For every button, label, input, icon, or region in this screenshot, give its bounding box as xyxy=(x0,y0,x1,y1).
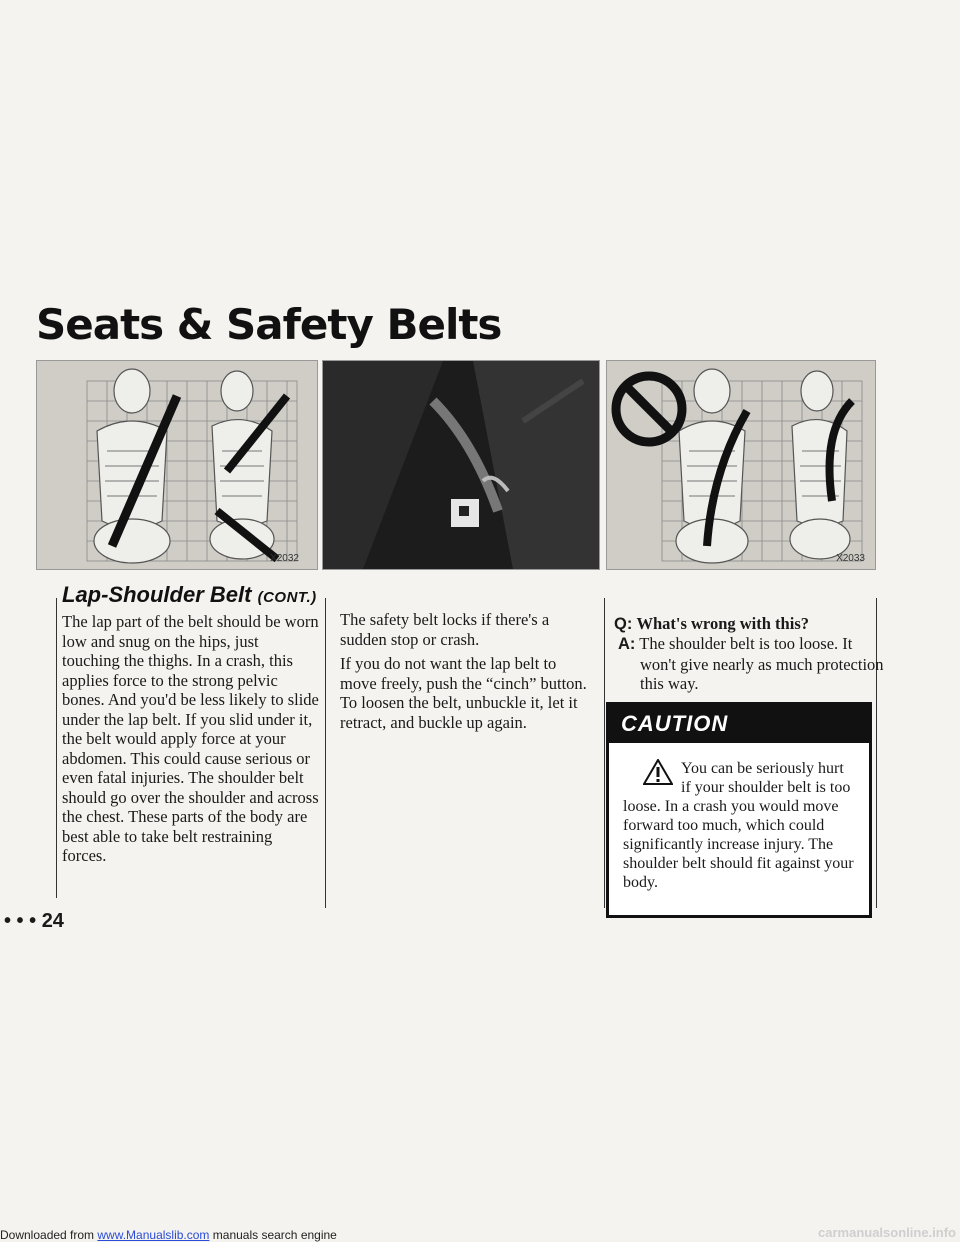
section-heading xyxy=(62,582,317,608)
column2-paragraph2: If you do not want the lap belt to move freely, push the “cinch” button. To loosen the belt, unbuckle it, let it retract, and buckle up again. xyxy=(340,654,587,732)
caution-box xyxy=(606,702,872,918)
footer-prefix: Downloaded from xyxy=(0,1228,98,1242)
page-number-dots: • • • xyxy=(4,910,37,932)
question-text: What's wrong with this? xyxy=(636,614,809,633)
footer-suffix: manuals search engine xyxy=(209,1228,337,1242)
caution-text: You can be seriously hurt if your shoulder belt is too loose. In a crash you would move forward too much, which could significantly increase injury. The shoulder belt should fit against your body. xyxy=(623,760,854,891)
illustration-correct-belt xyxy=(36,360,318,570)
illustration-code: X2032 xyxy=(270,553,299,564)
section-heading-text: Lap-Shoulder Belt xyxy=(62,582,252,607)
photo-belt-buckle xyxy=(322,360,600,570)
answer xyxy=(618,634,892,694)
download-footer xyxy=(0,1228,337,1242)
column-rule-left xyxy=(56,598,57,898)
watermark: carmanualsonline.info xyxy=(818,1225,956,1240)
column2-paragraph1: The safety belt locks if there's a sudden stop or crash. xyxy=(340,610,550,649)
answer-text: The shoulder belt is too loose. It won't give nearly as much protection this way. xyxy=(639,634,884,693)
illustration-code: X2033 xyxy=(836,553,865,564)
page-number-value: 24 xyxy=(41,910,64,932)
question-label: Q: xyxy=(614,615,633,633)
page-number xyxy=(4,910,64,933)
illustration-loose-belt xyxy=(606,360,876,570)
column-rule-right xyxy=(604,598,605,908)
warning-triangle-icon xyxy=(643,759,673,785)
footer-link[interactable]: www.Manualslib.com xyxy=(97,1228,210,1242)
page-title: Seats & Safety Belts xyxy=(36,300,502,349)
section-heading-suffix: (CONT.) xyxy=(257,589,317,606)
caution-title: CAUTION xyxy=(609,705,869,743)
column1-paragraph: The lap part of the belt should be worn low and snug on the hips, just touching the thighs. In a crash, this applies force to the strong pelvic bones. And you'd be less likely to slide under the lap belt. If you slid under it, the belt would apply force at your abdomen. This could cause serious or even fatal injuries. The shoulder belt should go over the shoulder and across the chest. These parts of the body are best able to take belt restraining forces. xyxy=(62,612,319,865)
caution-body xyxy=(609,743,869,892)
answer-label: A: xyxy=(618,635,636,653)
column-rule-middle xyxy=(325,598,326,908)
question xyxy=(614,614,872,635)
